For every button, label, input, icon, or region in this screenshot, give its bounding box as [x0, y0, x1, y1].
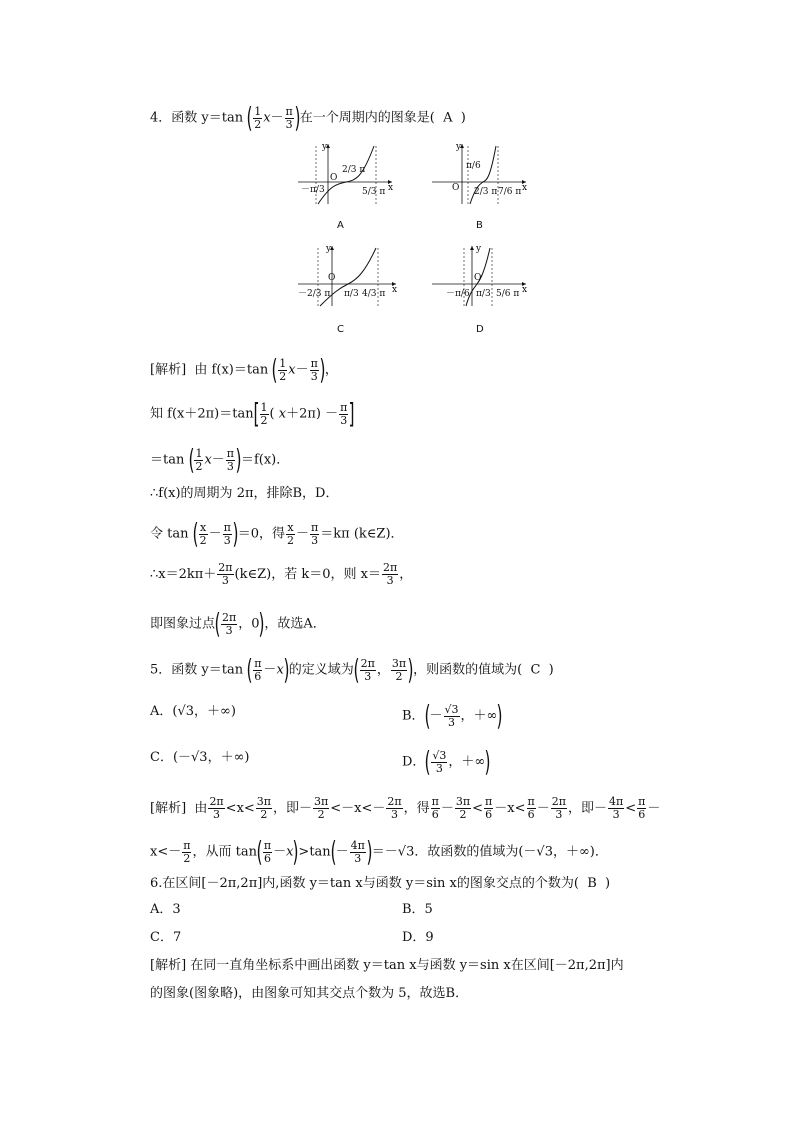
svg-text:y: y — [322, 142, 328, 152]
svg-text:－π/3: －π/3 — [301, 185, 325, 195]
q5-analysis-line-2: x<－ $\frac{\pi}{2}$ ，从而 tan( $\frac{\pi}{6}$ －x)>tan(－ $\frac{4\pi}{3}$ )＝－√3．故函数的值域为(－√3，＋∞)． — [150, 835, 608, 868]
graph-label-d: D — [476, 324, 484, 335]
graph-option-d — [430, 244, 530, 308]
svg-text:x: x — [522, 285, 528, 295]
graph-option-a — [296, 142, 396, 206]
svg-text:O: O — [452, 183, 460, 193]
svg-text:y: y — [476, 244, 482, 254]
svg-text:2/3 π: 2/3 π — [342, 165, 366, 175]
svg-text:π/3: π/3 — [344, 289, 359, 299]
q6-option-b: B．5 — [402, 902, 433, 917]
q5-option-c: C．(－√3，＋∞) — [150, 750, 250, 765]
q4-analysis-line-3: ＝tan ( $\frac{1}{2}$ x－ $\frac{\pi}{3}$ )＝f(x)． — [150, 443, 290, 476]
svg-text:2/3 π: 2/3 π — [474, 187, 498, 197]
svg-text:y: y — [456, 142, 462, 152]
q5-option-d: D．( $\frac{√3}{3}$ ，＋∞) — [402, 745, 491, 778]
svg-text:π/6: π/6 — [466, 161, 481, 171]
svg-text:－2/3 π: －2/3 π — [298, 289, 331, 299]
graph-label-c: C — [337, 324, 344, 335]
q5-option-b: B．(－ $\frac{√3}{3}$ ，＋∞) — [402, 699, 503, 732]
graph-option-c — [296, 244, 400, 308]
q5-answer: C — [530, 662, 541, 678]
svg-text:x: x — [522, 183, 528, 193]
q6-analysis-line-2: 的图象(图象略)，由图象可知其交点个数为 5，故选B． — [150, 986, 469, 1001]
svg-text:5/6 π: 5/6 π — [496, 289, 520, 299]
q6-stem: 6.在区间[－2π,2π]内,函数 y＝tan x与函数 y＝sin x的图象交点的个数为( B ) — [150, 876, 611, 891]
svg-text:y: y — [326, 244, 332, 254]
q4-analysis-line-2: 知 f(x＋2π)＝tan[ $\frac{1}{2}$ ( x＋2π) － $\frac{\pi}{3}$ ] — [150, 397, 355, 430]
svg-text:π/3: π/3 — [476, 289, 491, 299]
q4-analysis-line-1: [解析] 由 f(x)＝tan ( $\frac{1}{2}$ x－ $\frac{\pi}{3}$ )， — [150, 353, 338, 386]
q4-analysis-line-6: ∴x＝2kπ＋ $\frac{2\pi}{3}$ (k∈Z)，若 k＝0，则 x＝ $\frac{2\pi}{3}$ ， — [150, 561, 413, 587]
graph-label-b: B — [476, 220, 483, 231]
svg-text:7/6 π: 7/6 π — [498, 187, 522, 197]
q6-answer: B — [587, 876, 597, 891]
svg-text:4/3 π: 4/3 π — [362, 289, 386, 299]
svg-text:5/3 π: 5/3 π — [362, 187, 386, 197]
svg-text:O: O — [330, 173, 338, 183]
svg-text:O: O — [328, 273, 336, 283]
analysis-tag: [解析] — [150, 362, 187, 378]
q5-option-a: A．(√3，＋∞) — [150, 704, 236, 719]
q4-stem: 4．函数 y＝tan ( $\frac{1}{2}$ x－ $\frac{\pi}{3}$ )在一个周期内的图象是( A ) — [150, 101, 466, 134]
q5-stem: 5．函数 y＝tan ( $\frac{\pi}{6}$ －x)的定义域为( $\frac{2\pi}{3}$ ， $\frac{3\pi}{2}$ )，则函数的值域为( C ) — [150, 653, 554, 686]
graph-option-b — [430, 142, 530, 206]
svg-text:x: x — [392, 285, 398, 295]
svg-text:x: x — [388, 183, 394, 193]
q6-analysis-line-1: [解析] 在同一直角坐标系中画出函数 y＝tan x与函数 y＝sin x在区间[－2π,2π]内 — [150, 958, 624, 973]
q4-answer: A — [443, 110, 453, 126]
q6-option-c: C．7 — [150, 930, 182, 945]
svg-text:O: O — [474, 273, 482, 283]
q6-option-d: D．9 — [402, 930, 434, 945]
q4-analysis-line-5: 令 tan ( $\frac{x}{2}$ － $\frac{\pi}{3}$ )＝0，得 $\frac{x}{2}$ － $\frac{\pi}{3}$ ＝kπ (k∈Z)． — [150, 517, 404, 550]
q4-analysis-line-4: ∴f(x)的周期为 2π，排除B，D． — [150, 486, 339, 501]
svg-text:－π/6: －π/6 — [446, 289, 470, 299]
q5-analysis-line-1: [解析] 由 $\frac{2\pi}{3}$ <x< $\frac{3\pi}{2}$ ，即－ $\frac{3\pi}{2}$ <－x<－ $\frac{2\pi}{3}$ ，得 $\frac{\pi}{6}$ － $\frac{3\pi}{2}$ < $\frac{\pi}{6}$ －x< $\frac{\pi}{6}$ － $\frac{2\pi}{3}$ ，即－ $\frac{4\pi}{3}$ < $\frac{\pi}{6}$ － — [150, 795, 661, 821]
graph-label-a: A — [337, 220, 344, 231]
q6-option-a: A．3 — [150, 902, 181, 917]
q4-analysis-line-7: 即图象过点( $\frac{2\pi}{3}$ ，0)，故选A． — [150, 607, 326, 640]
